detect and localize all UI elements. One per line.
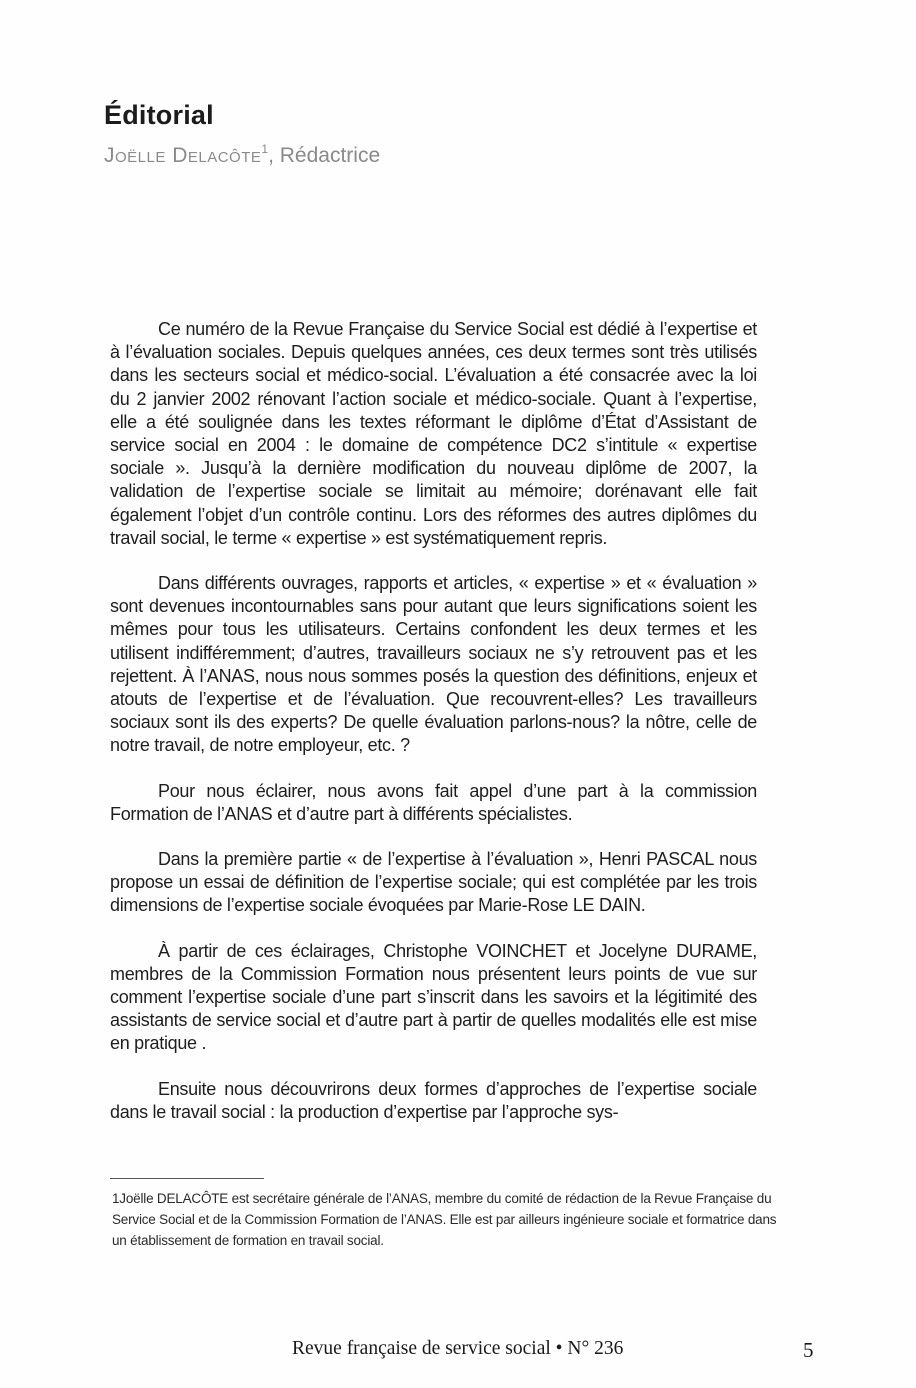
article-body — [110, 318, 757, 1124]
footnote-divider — [110, 1178, 264, 1179]
paragraph: Ce numéro de la Revue Française du Service Social est dédié à l’expertise et à l’évaluation sociales. Depuis quelques années, ces deux termes sont très utilisés dans les secteurs social et médico-social. L’évaluation a été consacrée avec la loi du 2 janvier 2002 rénovant l’action sociale et médico-sociale. Quant à l’expertise, elle a été soulignée dans les textes réformant le diplôme d’État d’Assistant de service social en 2004 : le domaine de compétence DC2 s’intitule « expertise sociale ». Jusqu’à la dernière modification du nouveau diplôme de 2007, la validation de l’expertise sociale se limitait au mémoire; dorénavant elle fait également l’objet d’un contrôle continu. Lors des réformes des autres diplômes du travail social, le terme « expertise » est systématiquement repris. — [110, 319, 757, 548]
paragraph: Pour nous éclairer, nous avons fait appel d’une part à la commission Formation de l’ANAS et d’autre part à différents spécialistes. — [110, 780, 757, 824]
author-name: Joëlle Delacôte — [104, 144, 262, 167]
paragraph: Ensuite nous découvrirons deux formes d’approches de l’expertise sociale dans le travail social : la production d’expertise par l’approche sys- — [110, 1078, 757, 1122]
paragraph: Dans la première partie « de l’expertise à l’évaluation », Henri PASCAL nous propose un essai de définition de l’expertise sociale; qui est complétée par les trois dimensions de l’expertise sociale évoquées par Marie-Rose LE DAIN. — [110, 849, 757, 916]
editorial-title: Éditorial — [104, 100, 214, 130]
paragraph: À partir de ces éclairages, Christophe VOINCHET et Jocelyne DURAME, membres de la Commission Formation nous présentent leurs points de vue sur comment l’expertise sociale d’une part s’inscrit dans les savoirs et la légitimité des assistants de service social et d’autre part à partir de quelles modalités elle est mise en pratique . — [110, 940, 757, 1054]
author-role: , Rédactrice — [268, 144, 381, 167]
paragraph: Dans différents ouvrages, rapports et articles, « expertise » et « évaluation » sont devenues incontournables sans pour autant que leurs significations soient les mêmes pour tous les utilisateurs. Certains confondent les deux termes et les utilisent indifféremment; d’autres, travailleurs sociaux ne s’y retrouvent pas et les rejettent. À l’ANAS, nous nous sommes posés la question des définitions, enjeux et atouts de l’expertise et de l’évaluation. Que recouvrent-elles? Les travailleurs sociaux sont ils des experts? De quelle évaluation parlons-nous? la nôtre, celle de notre travail, de notre employeur, etc. ? — [110, 573, 757, 756]
author-byline — [104, 142, 380, 168]
footnote: 1Joëlle DELACÔTE est secrétaire générale de l’ANAS, membre du comité de rédaction de la Revue Française du Service Social et de la Commission Formation de l’ANAS. Elle est par ailleurs ingénieure sociale et formatrice dans un établissement de formation en travail social. — [112, 1191, 777, 1248]
footnote-marker[interactable]: 1 — [261, 142, 269, 156]
page-number: 5 — [803, 1338, 814, 1362]
running-footer-title: Revue française de service social • N° 236 — [292, 1338, 624, 1359]
